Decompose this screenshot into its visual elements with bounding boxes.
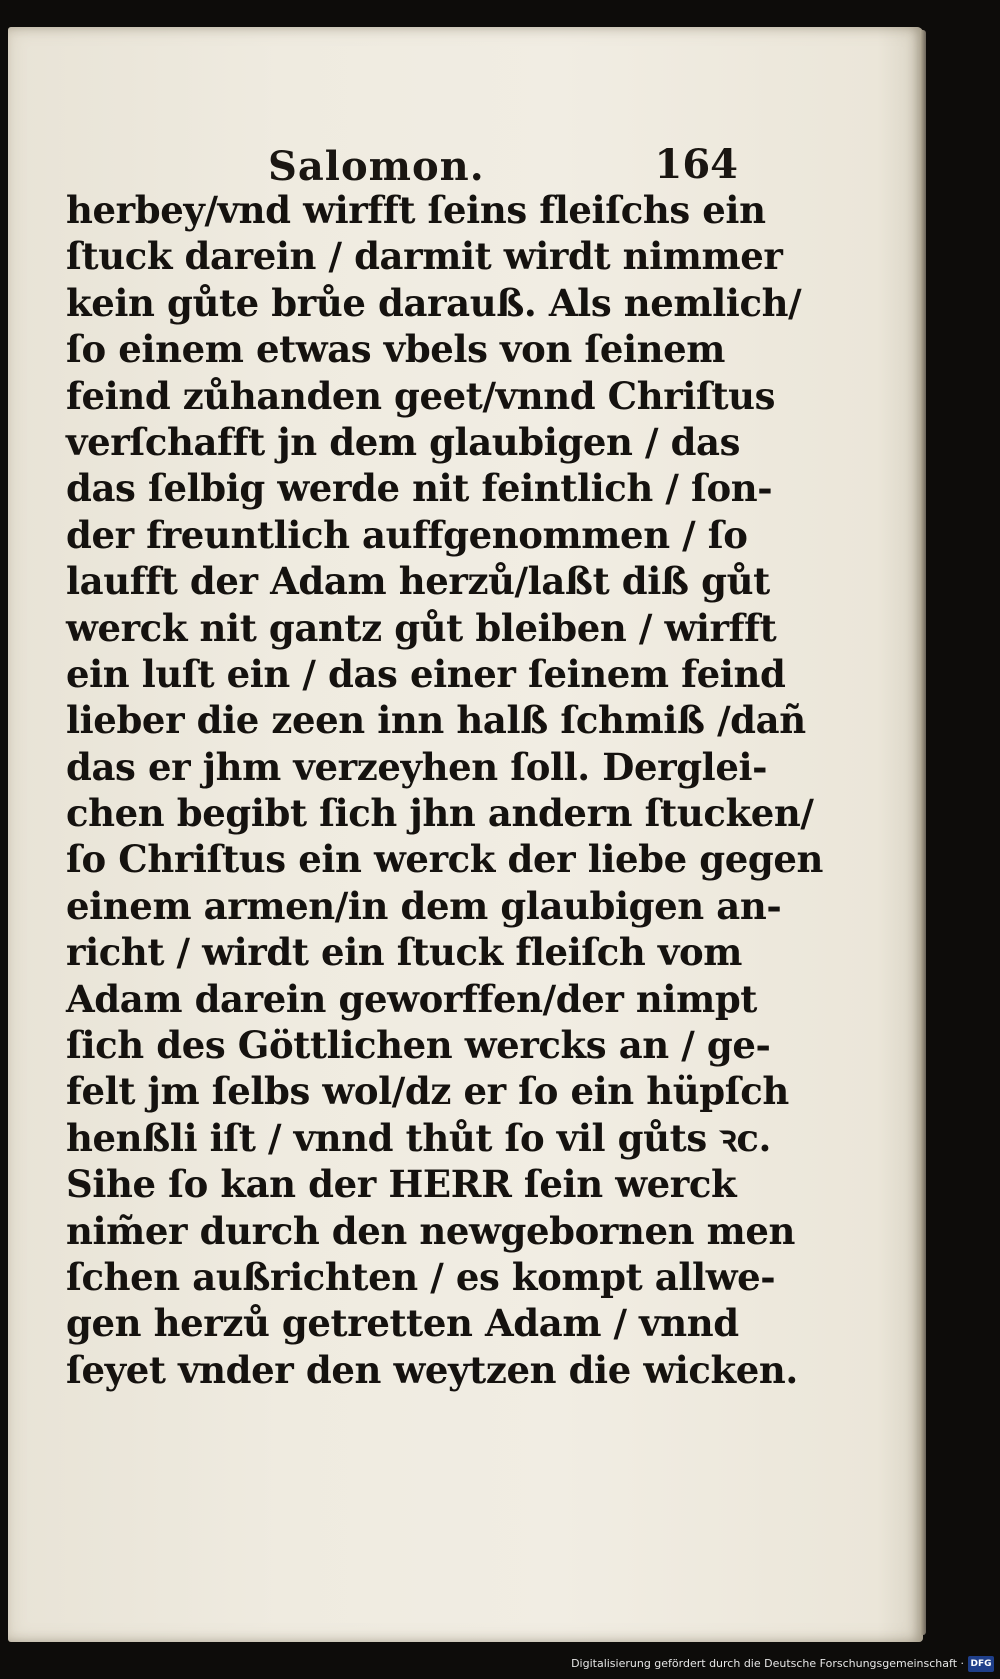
text-line: ſo Chriſtus ein werck der liebe gegen <box>66 837 823 882</box>
text-line: chen begibt ſich jhn andern ſtucken/ <box>66 791 814 836</box>
text-line: felt jm ſelbs wol/dz er ſo ein hüpſch <box>66 1069 789 1114</box>
text-line: Sihe ſo kan der HERR ſein werck <box>66 1162 737 1207</box>
funding-credit: Digitalisierung gefördert durch die Deutsche Forschungsgemeinschaft · <box>571 1657 964 1670</box>
text-line: das er jhm verzeyhen ſoll. Derglei- <box>66 744 768 789</box>
text-line: werck nit gantz gůt bleiben / wirfft <box>66 605 777 650</box>
text-line: herbey/vnd wirfft ſeins fleiſchs ein <box>66 188 766 232</box>
text-line: henßli iſt / vnnd thůt ſo vil gůts ꝛc. <box>66 1115 771 1160</box>
text-line: ſeyet vnder den weytzen die wicken. <box>66 1347 798 1392</box>
running-head: Salomon. <box>268 143 485 190</box>
book-page <box>8 27 923 1642</box>
digitization-footer <box>0 1654 1000 1679</box>
text-line: ſchen außrichten / es kompt allwe- <box>66 1254 776 1299</box>
text-line: das ſelbig werde nit feintlich / ſon- <box>66 466 773 511</box>
text-line: nim̃er durch den newgebornen men <box>66 1208 795 1253</box>
text-line: feind zůhanden geet/vnnd Chriſtus <box>66 373 776 418</box>
text-line: einem armen/in dem glaubigen an- <box>66 883 782 928</box>
text-line: Adam darein geworffen/der nimpt <box>66 976 757 1021</box>
text-line: kein gůte brůe darauß. Als nemlich/ <box>66 280 802 325</box>
dfg-logo: DFG <box>968 1656 994 1672</box>
body-text <box>66 187 823 1393</box>
text-line: gen herzů getretten Adam / vnnd <box>66 1301 739 1346</box>
text-line: ein luſt ein / das einer ſeinem feind <box>66 651 786 696</box>
page-number: 164 <box>654 141 738 188</box>
text-line: lieber die zeen inn halß ſchmiß /dañ <box>66 698 806 743</box>
text-line: ſich des Göttlichen wercks an / ge- <box>66 1023 771 1068</box>
page-edge <box>920 30 926 1635</box>
text-line: richt / wirdt ein ſtuck fleiſch vom <box>66 930 743 975</box>
text-line: laufft der Adam herzů/laßt diß gůt <box>66 559 770 604</box>
text-line: ſo einem etwas vbels von ſeinem <box>66 327 726 372</box>
text-line: verſchafft jn dem glaubigen / das <box>66 419 741 464</box>
text-line: ſtuck darein / darmit wirdt nimmer <box>66 234 783 279</box>
text-line: der freuntlich auffgenommen / ſo <box>66 512 748 557</box>
